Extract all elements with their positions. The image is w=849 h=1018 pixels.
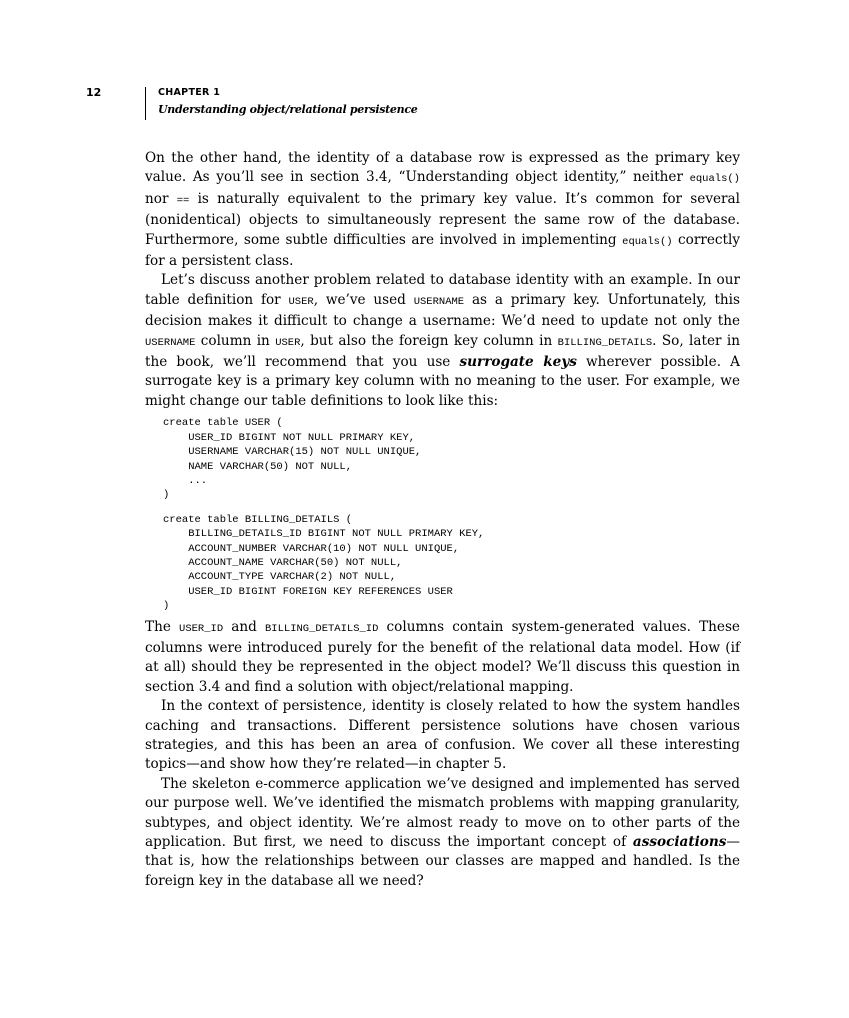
paragraph-skeleton-app [145,775,740,891]
inline-code: USER [288,295,314,308]
emphasis: associations [632,834,727,851]
text-run: wherever possible. A surrogate key is a primary key column with no meaning to the user. For example, we might change our table definitions to look like this: [145,354,740,409]
inline-code: equals() [622,235,673,248]
paragraph-system-ids [145,618,740,698]
emphasis: surrogate keys [459,354,577,371]
code-block-user-table: create table USER ( USER_ID BIGINT NOT NULL PRIMARY KEY, USERNAME VARCHAR(15) NOT NULL UNIQUE, NAME VARCHAR(50) NOT NULL, ... ) [163,417,422,502]
text-run: as a primary key. Unfortunately, this decision makes it difficult to change a username: We’d need to update not only the [145,291,740,330]
page-number: 12 [86,86,102,99]
inline-code: BILLING_DETAILS [557,336,653,349]
text-run: , but also the foreign key column in [300,332,558,349]
page-body [145,149,740,891]
inline-code: equals() [689,173,740,186]
paragraph-persistence-context: In the context of persistence, identity is closely related to how the system handles caching and transactions. Different persistence solutions have chosen various strategies, and this has been an area of confusion. We cover all these interesting topics—and show how they’re related—in chapter 5. [145,698,740,773]
code-block-billing-table: create table BILLING_DETAILS ( BILLING_DETAILS_ID BIGINT NOT NULL PRIMARY KEY, ACCOUNT_NUMBER VARCHAR(10) NOT NULL UNIQUE, ACCOUNT_NAME VARCHAR(50) NOT NULL, ACCOUNT_TYPE VARCHAR(2) NOT NULL, USER_ID BIGINT FOREIGN KEY REFERENCES USER ) [163,513,485,613]
inline-code: USER [275,336,301,349]
text-run: , we’ve used [313,291,414,308]
text-run: and [223,618,265,635]
text-run: column in [195,332,276,349]
chapter-label: CHAPTER 1 [158,87,221,98]
text-run: Let’s discuss another problem related to database identity with an example. In our table definition for [145,272,740,308]
text-run: is naturally equivalent to the primary key value. It’s common for several (nonidentical) objects to simultaneously represent the same row of the database. Furthermore, some subtle difficulties are involved in implementing [145,190,740,248]
paragraph-database-identity [145,271,740,411]
text-run: On the other hand, the identity of a database row is expressed as the primary key value. As you’ll see in section 3.4, “Understanding object identity,” neither [145,150,740,186]
inline-code: BILLING_DETAILS_ID [264,622,379,635]
inline-code: USER_ID [179,622,224,635]
text-run: The skeleton e-commerce application we’ve designed and implemented has served our purpose well. We’ve identified the mismatch problems with mapping granularity, subtypes, and object identity. We’re almost ready to move on to other parts of the application. But first, we need to discuss the important concept of [145,775,740,851]
text-run: correctly for a persistent class. [145,231,741,270]
text-run: . So, later in the book, we’ll recommend that you use [145,332,740,371]
inline-code: == [176,194,190,207]
inline-code: USERNAME [145,336,196,349]
text-run: columns contain system-generated values. These columns were introduced purely for the benefit of the relational data model. How (if at all) should they be represented in the object model? We’ll discuss this question in section 3.4 and find a solution with object/relational mapping. [145,618,740,695]
chapter-title: Understanding object/relational persistence [158,103,418,116]
text-run: —that is, how the relationships between our classes are mapped and handled. Is the foreign key in the database all we need? [145,834,740,889]
text-run: nor [145,190,177,207]
header-divider [145,87,146,120]
text-run: The [145,618,180,635]
inline-code: USERNAME [413,295,465,308]
paragraph-identity-intro [145,149,740,271]
